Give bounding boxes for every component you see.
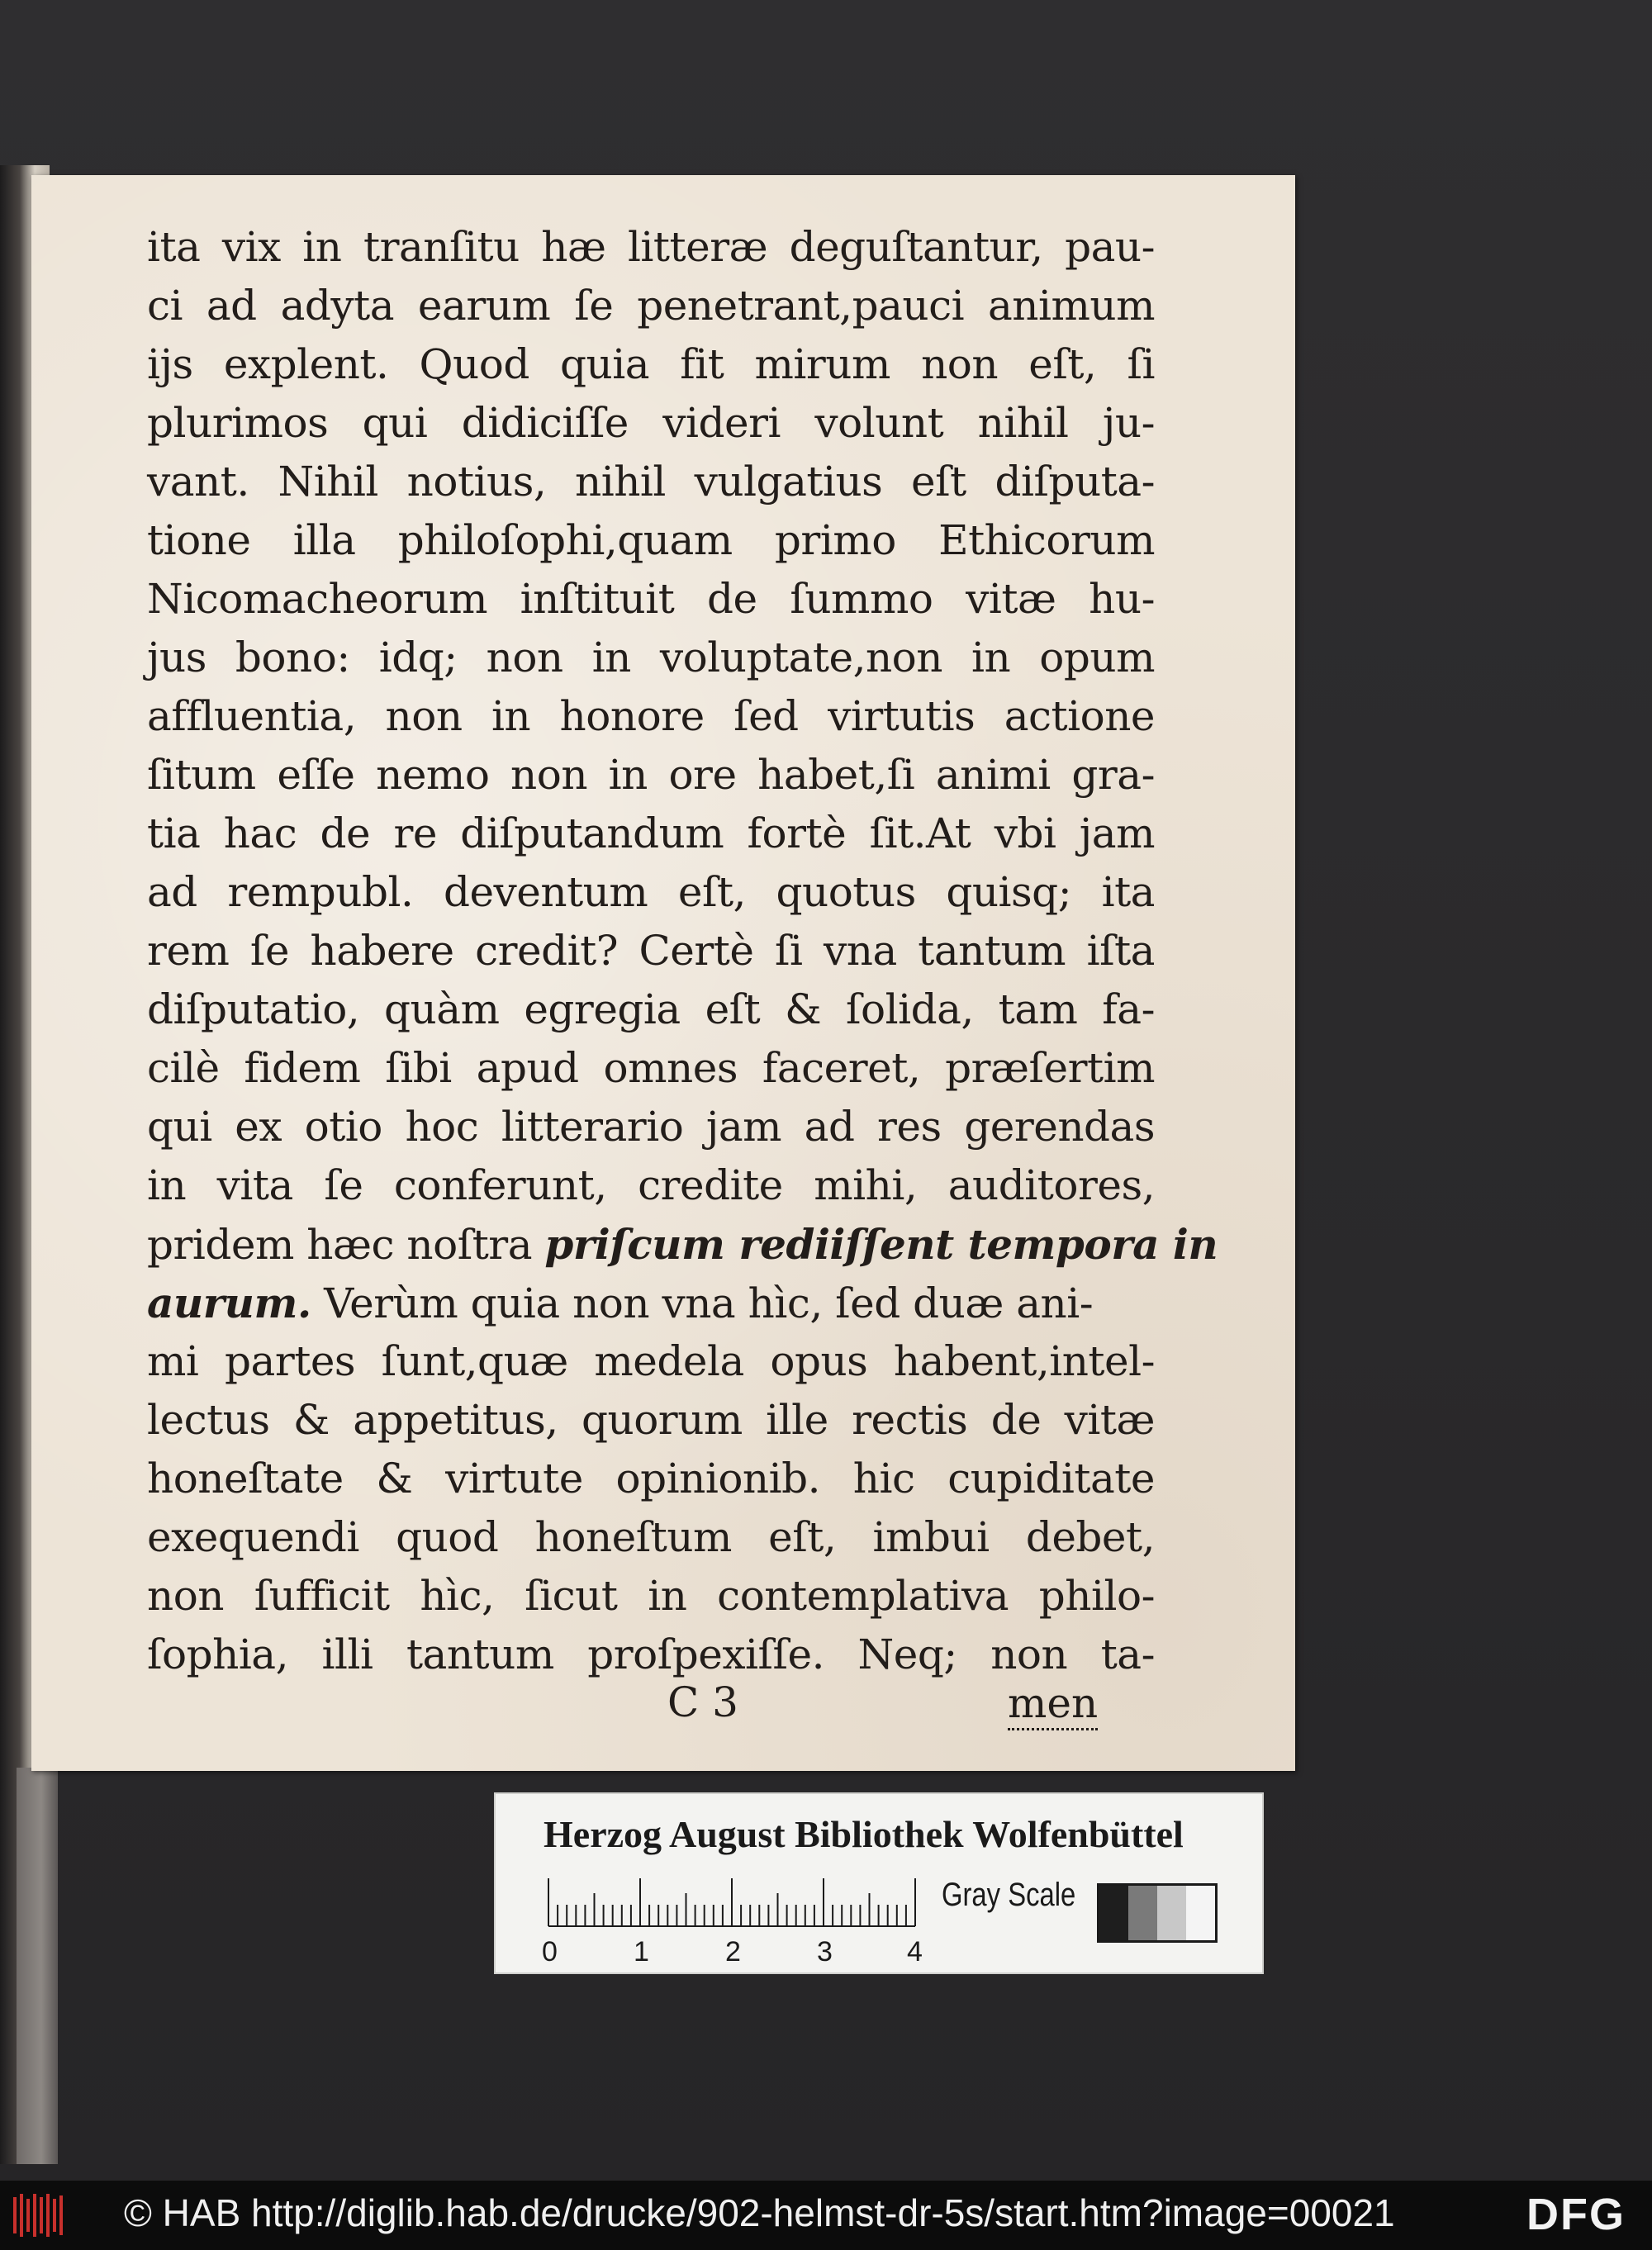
text-line: vant. Nihil notius, nihil vulgatius eſt diſputa- xyxy=(147,458,1155,506)
catchword: men xyxy=(1008,1678,1098,1730)
text-line: ſophia, illi tantum proſpexiſſe. Neq; non ta- xyxy=(147,1631,1155,1678)
text-line: tia hac de re diſputandum fortè ſit.At vbi jam xyxy=(147,809,1155,857)
ruler-number: 1 xyxy=(634,1936,649,1968)
text-line: cilè fidem ſibi apud omnes faceret, præſertim xyxy=(147,1044,1155,1092)
text-italic: aurum. xyxy=(147,1279,311,1327)
text-line: tione illa philoſophi,quam primo Ethicorum xyxy=(147,516,1155,564)
text-line: ad rempubl. deventum eſt, quotus quisq; ita xyxy=(147,868,1155,916)
text-line: ijs explent. Quod quia fit mirum non eſt, ſi xyxy=(147,340,1155,388)
text-roman: pridem hæc noſtra xyxy=(147,1221,545,1269)
page-text xyxy=(147,218,1218,1684)
gray-swatch-cell xyxy=(1157,1886,1186,1940)
book-page xyxy=(31,175,1295,1771)
text-line: mi partes ſunt,quæ medela opus habent,intel- xyxy=(147,1337,1155,1385)
text-italic: priſcum rediiſſent tempora in xyxy=(544,1220,1218,1269)
dfg-logo: DFG xyxy=(1526,2190,1626,2239)
text-line: rem ſe habere credit? Certè ſi vna tantum iſta xyxy=(147,927,1155,975)
ruler-number: 0 xyxy=(542,1936,558,1968)
ruler-icon xyxy=(547,1877,917,1928)
text-line: ci ad adyta earum ſe penetrant,pauci animum xyxy=(147,282,1155,330)
text-line: in vita ſe conferunt, credite mihi, auditores, xyxy=(147,1161,1155,1209)
text-roman: Verùm quia non vna hìc, ſed duæ ani- xyxy=(311,1279,1094,1327)
gray-swatch-cell xyxy=(1128,1886,1157,1940)
signature-mark: C 3 xyxy=(667,1678,738,1726)
text-line: Nicomacheorum inſtituit de ſummo vitæ hu- xyxy=(147,575,1155,623)
ruler-number: 3 xyxy=(817,1936,833,1968)
copyright-url[interactable]: © HAB http://diglib.hab.de/drucke/902-helmst-dr-5s/start.htm?image=00021 xyxy=(124,2191,1395,2234)
text-line: affluentia, non in honore ſed virtutis actione xyxy=(147,692,1155,740)
text-line: non ſufficit hìc, ſicut in contemplativa philo- xyxy=(147,1572,1155,1620)
text-line-mixed xyxy=(147,1274,1155,1332)
text-line: exequendi quod honeſtum eſt, imbui debet, xyxy=(147,1513,1155,1561)
binding-edge xyxy=(17,1768,58,2164)
text-line: honeſtate & virtute opinionib. hic cupiditate xyxy=(147,1455,1155,1502)
text-line: qui ex otio hoc litterario jam ad res gerendas xyxy=(147,1103,1155,1151)
text-line: diſputatio, quàm egregia eſt & ſolida, tam fa- xyxy=(147,985,1155,1033)
ruler-number: 2 xyxy=(725,1936,741,1968)
text-line: jus bono: idq; non in voluptate,non in opum xyxy=(147,634,1155,681)
page-foot xyxy=(31,1678,1295,1744)
text-line: ita vix in tranſitu hæ litteræ deguſtantur, pau- xyxy=(147,223,1155,271)
text-line: plurimos qui didiciſſe videri volunt nihil ju- xyxy=(147,399,1155,447)
scale-card xyxy=(494,1792,1264,1974)
gray-swatch-cell xyxy=(1099,1886,1128,1940)
gray-scale-swatch xyxy=(1097,1883,1218,1943)
gray-swatch-cell xyxy=(1186,1886,1215,1940)
ruler-number: 4 xyxy=(907,1936,923,1968)
footer-bar xyxy=(0,2181,1652,2250)
gray-scale-label: Gray Scale xyxy=(942,1877,1076,1913)
card-title: Herzog August Bibliothek Wolfenbüttel xyxy=(544,1813,1184,1855)
text-line: ſitum eſſe nemo non in ore habet,ſi animi gra- xyxy=(147,751,1155,799)
text-line-mixed xyxy=(147,1215,1218,1274)
text-line: lectus & appetitus, quorum ille rectis de vitæ xyxy=(147,1396,1155,1444)
barcode-icon xyxy=(12,2192,68,2238)
